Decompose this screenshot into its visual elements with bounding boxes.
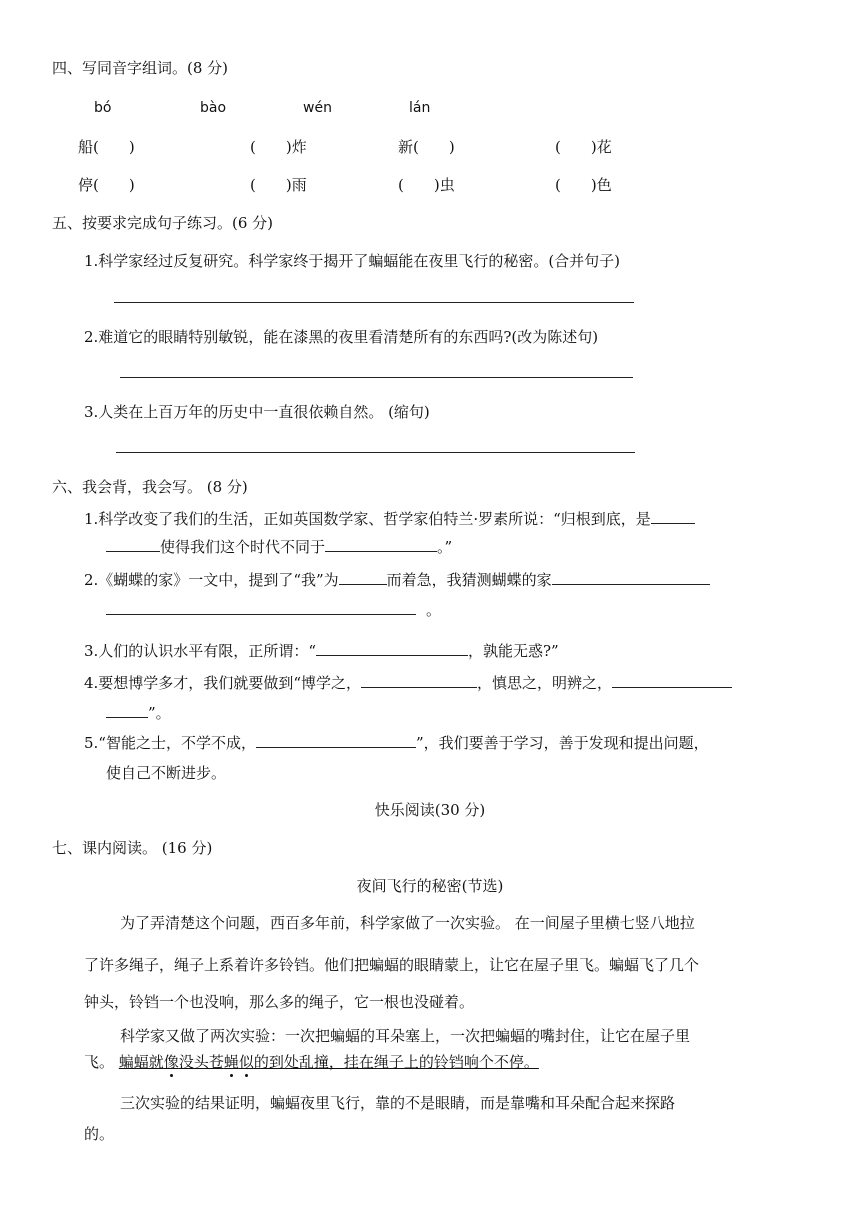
pinyin-3: wén (303, 100, 332, 116)
section-5-title: 五、按要求完成句子练习。(6 分) (52, 214, 274, 232)
question-6-5 (84, 733, 709, 753)
underlined-text-c: 的到处乱撞，挂在绳子上的铃铛响个不停。 (253, 1053, 539, 1071)
answer-line-5-1 (114, 302, 634, 303)
section-6-title: 六、我会背，我会写。 (8 分) (52, 478, 248, 496)
word-blank-2-3: ( )虫 (398, 176, 455, 194)
word-blank-1-2: ( )炸 (250, 138, 307, 156)
fill-blank (106, 600, 416, 615)
answer-line-5-3 (116, 452, 635, 453)
section-7-title: 七、课内阅读。 (16 分) (52, 839, 213, 857)
emphasis-dot (245, 1074, 248, 1077)
fill-blank (256, 733, 416, 748)
question-6-1-text-c: 。” (437, 538, 453, 556)
question-6-1-cont (106, 537, 452, 557)
fill-blank (325, 537, 437, 552)
question-6-5-cont: 使自己不断进步。 (106, 764, 227, 782)
fill-blank (361, 673, 477, 688)
word-blank-2-1: 停( ) (78, 176, 135, 194)
dotted-char-2-text: 蝇 (223, 1053, 239, 1071)
word-blank-1-1: 船( ) (78, 138, 135, 156)
question-6-5-text-a: 5.“智能之士，不学不成， (84, 734, 256, 752)
emphasis-dot (230, 1074, 233, 1077)
question-5-2: 2.难道它的眼睛特别敏锐，能在漆黑的夜里看清楚所有的东西吗?(改为陈述句) (84, 328, 599, 346)
question-6-4-text-a: 4.要想博学多才，我们就要做到“博学之， (84, 674, 361, 692)
word-blank-2-2: ( )雨 (250, 176, 307, 194)
word-blank-2-4: ( )色 (555, 176, 612, 194)
answer-line-5-2 (120, 377, 633, 378)
question-6-4-cont (106, 703, 171, 723)
dotted-char-2 (224, 1053, 239, 1071)
fill-blank (612, 673, 732, 688)
pinyin-4: lán (409, 100, 431, 116)
question-5-1: 1.科学家经过反复研究。科学家终于揭开了蝙蝠能在夜里飞行的秘密。(合并句子) (84, 252, 621, 270)
question-6-2-text-c: 。 (426, 601, 442, 619)
passage-p3-line1: 三次实验的结果证明，蝙蝠夜里飞行，靠的不是眼睛，而是靠嘴和耳朵配合起来探路 (120, 1094, 676, 1112)
question-6-2-text-b: 而着急，我猜测蝴蝶的家 (386, 571, 552, 589)
pinyin-2: bào (200, 100, 227, 116)
fill-blank (552, 570, 710, 585)
fill-blank (106, 537, 160, 552)
passage-p1-line3: 钟头，铃铛一个也没响，那么多的绳子，它一根也没碰着。 (84, 993, 475, 1011)
passage-p2-line1: 科学家又做了两次实验：一次把蝙蝠的耳朵塞上，一次把蝙蝠的嘴封住，让它在屋子里 (120, 1027, 691, 1045)
question-6-3 (84, 641, 559, 661)
section-4-title: 四、写同音字组词。(8 分) (52, 59, 229, 77)
reading-section-header: 快乐阅读(30 分) (374, 801, 486, 819)
question-6-3-text-b: ，孰能无惑?” (467, 642, 559, 660)
underlined-sentence (119, 1053, 539, 1071)
underlined-text-b: 没头苍 (178, 1053, 224, 1071)
question-6-1 (84, 509, 695, 529)
pinyin-1: bó (94, 100, 112, 116)
word-blank-1-4: ( )花 (555, 138, 612, 156)
underlined-text-a: 蝙蝠就 (118, 1053, 164, 1071)
passage-title: 夜间飞行的秘密(节选) (356, 877, 504, 895)
question-6-4-text-c: ”。 (148, 704, 171, 722)
fill-blank (106, 703, 148, 718)
dotted-char-3 (239, 1053, 254, 1071)
question-6-4 (84, 673, 732, 693)
question-6-1-text-b: 使得我们这个时代不同于 (160, 538, 326, 556)
passage-p2-line2-start: 飞。 (84, 1053, 119, 1071)
question-5-3: 3.人类在上百万年的历史中一直很依赖自然。 (缩句) (84, 403, 430, 421)
question-6-3-text-a: 3.人们的认识水平有限，正所谓：“ (84, 642, 316, 660)
word-blank-1-3: 新( ) (398, 138, 455, 156)
question-6-4-text-b: ，慎思之，明辨之， (476, 674, 612, 692)
passage-p1-line2: 了许多绳子，绳子上系着许多铃铛。他们把蝙蝠的眼睛蒙上，让它在屋子里飞。蝙蝠飞了几个 (84, 956, 700, 974)
passage-p1-line1: 为了弄清楚这个问题，西百多年前，科学家做了一次实验。 在一间屋子里横七竖八地拉 (120, 914, 695, 932)
dotted-char-3-text: 似 (238, 1053, 254, 1071)
passage-p3-line2: 的。 (84, 1125, 115, 1143)
fill-blank (339, 570, 387, 585)
emphasis-dot (170, 1074, 173, 1077)
question-6-1-text-a: 1.科学改变了我们的生活，正如英国数学家、哲学家伯特兰·罗素所说：“归根到底，是 (84, 510, 651, 528)
fill-blank (316, 641, 468, 656)
passage-p2-line2 (84, 1052, 539, 1072)
fill-blank (651, 509, 695, 524)
question-6-2-cont (106, 600, 441, 620)
question-6-2 (84, 570, 710, 590)
dotted-char-1 (164, 1053, 179, 1071)
question-6-5-text-b: ”，我们要善于学习，善于发现和提出问题， (415, 734, 709, 752)
question-6-2-text-a: 2.《蝴蝶的家》一文中，提到了“我”为 (84, 571, 339, 589)
dotted-char-1-text: 像 (163, 1053, 179, 1071)
